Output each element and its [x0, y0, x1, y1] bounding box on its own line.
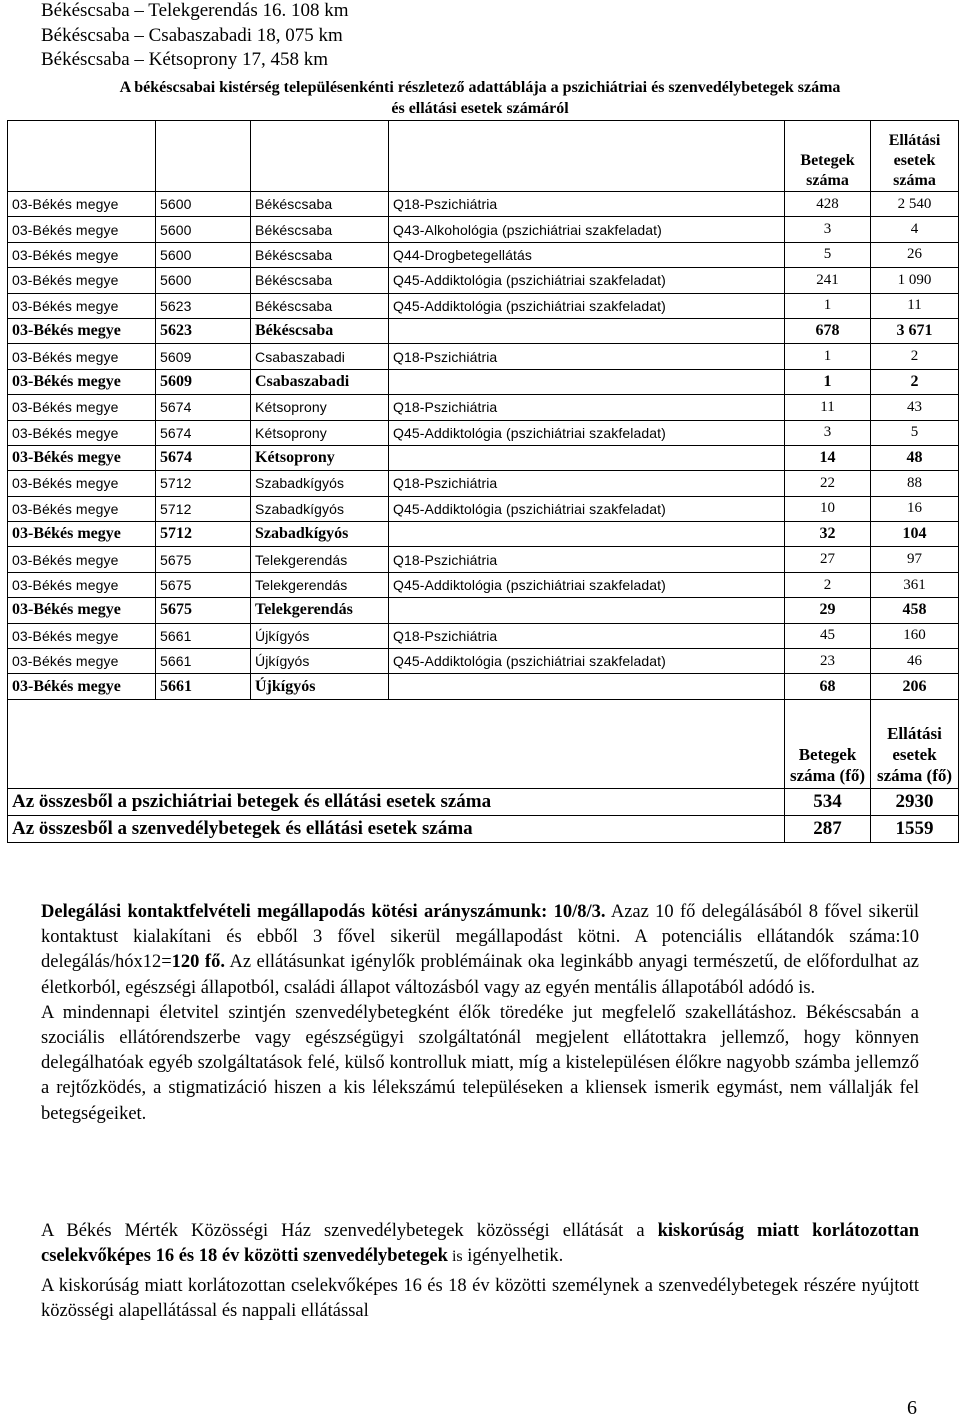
- cell-county: 03-Békés megye: [8, 344, 156, 369]
- cell-zip: 5600: [156, 192, 251, 217]
- cell-zip: 5661: [156, 649, 251, 674]
- cell-type: Q45-Addiktológia (pszichiátriai szakfeladat): [389, 496, 785, 521]
- cell-town: Békéscsaba: [251, 268, 389, 293]
- cell-town: Kétsoprony: [251, 420, 389, 445]
- cell-cases: 361: [871, 572, 959, 597]
- cell-patients: 2: [785, 572, 871, 597]
- cell-county: 03-Békés megye: [8, 242, 156, 267]
- cell-zip: 5675: [156, 572, 251, 597]
- table-title: A békéscsabai kistérség településenkénti részletező adattáblája a pszichiátriai és szenvedélybetegek száma: [119, 79, 841, 96]
- cell-zip: 5674: [156, 445, 251, 470]
- cell-patients: 1: [785, 344, 871, 369]
- cell-town: Telekgerendás: [251, 572, 389, 597]
- cell-town: Békéscsaba: [251, 242, 389, 267]
- cell-patients: 3: [785, 420, 871, 445]
- cell-town: Újkígyós: [251, 649, 389, 674]
- cell-patients: 428: [785, 192, 871, 217]
- cell-town: Csabaszabadi: [251, 369, 389, 394]
- summary-header-patients: Betegek száma (fő): [785, 699, 871, 788]
- cell-patients: 1: [785, 293, 871, 318]
- total-cases: 1559: [871, 815, 959, 842]
- cell-type: Q45-Addiktológia (pszichiátriai szakfeladat): [389, 649, 785, 674]
- cell-cases: 4: [871, 217, 959, 242]
- cell-type: [389, 522, 785, 547]
- cell-town: Újkígyós: [251, 674, 389, 699]
- table-row: [8, 242, 959, 267]
- cell-patients: 1: [785, 369, 871, 394]
- cell-cases: 2: [871, 344, 959, 369]
- table-row: [8, 217, 959, 242]
- cell-cases: 5: [871, 420, 959, 445]
- route-line-ketsoprony: Békéscsaba – Kétsoprony 17, 458 km: [41, 49, 329, 70]
- cell-patients: 11: [785, 395, 871, 420]
- cell-county: 03-Békés megye: [8, 471, 156, 496]
- total-label: Az összesből a szenvedélybetegek és ellátási esetek száma: [8, 815, 785, 842]
- cell-town: Szabadkígyós: [251, 471, 389, 496]
- cell-cases: 48: [871, 445, 959, 470]
- cell-county: 03-Békés megye: [8, 369, 156, 394]
- cell-zip: 5712: [156, 522, 251, 547]
- cell-type: Q43-Alkohológia (pszichiátriai szakfeladat): [389, 217, 785, 242]
- cell-cases: 2 540: [871, 192, 959, 217]
- cell-zip: 5661: [156, 674, 251, 699]
- cell-town: Kétsoprony: [251, 445, 389, 470]
- cell-cases: 43: [871, 395, 959, 420]
- cell-type: Q18-Pszichiátria: [389, 344, 785, 369]
- cell-town: Újkígyós: [251, 623, 389, 648]
- cell-zip: 5600: [156, 268, 251, 293]
- cell-zip: 5600: [156, 217, 251, 242]
- cell-cases: 46: [871, 649, 959, 674]
- cell-town: Telekgerendás: [251, 598, 389, 623]
- cell-county: 03-Békés megye: [8, 293, 156, 318]
- cell-zip: 5712: [156, 471, 251, 496]
- table-title-continued: és ellátási esetek számáról: [391, 100, 569, 117]
- cell-town: Kétsoprony: [251, 395, 389, 420]
- cell-town: Csabaszabadi: [251, 344, 389, 369]
- subtotal-row: [8, 369, 959, 394]
- table-row: [8, 623, 959, 648]
- cell-county: 03-Békés megye: [8, 395, 156, 420]
- cell-cases: 3 671: [871, 318, 959, 343]
- cell-cases: 1 090: [871, 268, 959, 293]
- cell-town: Szabadkígyós: [251, 496, 389, 521]
- cell-cases: 16: [871, 496, 959, 521]
- table-row: [8, 420, 959, 445]
- data-table: [7, 120, 959, 843]
- route-line-telekgerendas: Békéscsaba – Telekgerendás 16. 108 km: [41, 0, 349, 21]
- cell-patients: 3: [785, 217, 871, 242]
- subtotal-row: [8, 318, 959, 343]
- cell-type: [389, 318, 785, 343]
- table-row: [8, 344, 959, 369]
- cell-type: [389, 598, 785, 623]
- cell-patients: 5: [785, 242, 871, 267]
- cell-type: Q18-Pszichiátria: [389, 471, 785, 496]
- total-row: [8, 788, 959, 815]
- cell-cases: 458: [871, 598, 959, 623]
- cell-zip: 5609: [156, 369, 251, 394]
- subtotal-row: [8, 445, 959, 470]
- paragraph-delegation: Delegálási kontaktfelvételi megállapodás kötési arányszámunk: 10/8/3. Azaz 10 fő delegálásából 8 fővel sikerül kontaktust kialakítani és ebből 3 fővel sikerül megállapodást kötni. A potenciális ellátandók száma:10 delegálás/hóx12=120 fő. Az ellátásunkat igénylők problémáinak oka leginkább anyagi természetű, de előfordulhat az életkorból, egészségi állapotból, családi állapot változásból vagy az egyén mentális állapotából adódó is. A mindennapi életvitel szintjén szenvedélybetegként élők töredéke jut megfelelő szakellátáshoz. Békéscsabán a szociális ellátórendszerbe vagy egészségügyi szolgáltatónál megjelent ellátottakra jellemző, hogy könnyen delegálhatóak egyéb szolgáltatások felé, külső kontrolluk miatt, míg a kistelepülésen élőkre nagyobb számba jellemző a rejtőzködés, a stigmatizáció hiszen a kis lélekszámú településeken a kliensek ismerik egymást, nem vállalják fel betegségeiket.: [41, 902, 919, 1124]
- table-row: [8, 395, 959, 420]
- cell-patients: 68: [785, 674, 871, 699]
- cell-type: Q45-Addiktológia (pszichiátriai szakfeladat): [389, 420, 785, 445]
- paragraph-minors: A kiskorúság miatt korlátozottan cselekvőképes 16 és 18 év közötti személynek a szenvedélybetegek részére nyújtott közösségi alapellátással és nappali ellátással: [41, 1276, 919, 1322]
- delegation-ratio: Delegálási kontaktfelvételi megállapodás kötési arányszámunk: 10/8/3.: [41, 902, 606, 922]
- cell-zip: 5609: [156, 344, 251, 369]
- subtotal-row: [8, 674, 959, 699]
- cell-zip: 5675: [156, 547, 251, 572]
- cell-county: 03-Békés megye: [8, 420, 156, 445]
- paragraph-community-house: A Békés Mérték Közösségi Ház szenvedélybetegek közösségi ellátását a kiskorúság miatt korlátozottan cselekvőképes 16 és 18 év közötti szenvedélybetegek is igényelhetik.: [41, 1221, 919, 1267]
- cell-town: Békéscsaba: [251, 318, 389, 343]
- cell-cases: 104: [871, 522, 959, 547]
- cell-patients: 14: [785, 445, 871, 470]
- total-row: [8, 815, 959, 842]
- table-header-row: [8, 121, 959, 192]
- cell-zip: 5674: [156, 395, 251, 420]
- cell-zip: 5661: [156, 623, 251, 648]
- cell-patients: 45: [785, 623, 871, 648]
- cell-type: [389, 445, 785, 470]
- cell-type: [389, 674, 785, 699]
- cell-cases: 160: [871, 623, 959, 648]
- cell-patients: 22: [785, 471, 871, 496]
- cell-county: 03-Békés megye: [8, 547, 156, 572]
- cell-patients: 10: [785, 496, 871, 521]
- header-patients: Betegek száma: [785, 121, 871, 192]
- cell-county: 03-Békés megye: [8, 217, 156, 242]
- total-patients: 534: [785, 788, 871, 815]
- cell-type: Q45-Addiktológia (pszichiátriai szakfeladat): [389, 293, 785, 318]
- cell-zip: 5674: [156, 420, 251, 445]
- total-label: Az összesből a pszichiátriai betegek és ellátási esetek száma: [8, 788, 785, 815]
- cell-county: 03-Békés megye: [8, 445, 156, 470]
- cell-type: [389, 369, 785, 394]
- cell-cases: 206: [871, 674, 959, 699]
- header-cases: Ellátási esetek száma: [871, 121, 959, 192]
- total-patients: 287: [785, 815, 871, 842]
- cell-type: Q18-Pszichiátria: [389, 395, 785, 420]
- paragraph-everyday-life: A mindennapi életvitel szintjén szenvedélybetegként élők töredéke jut megfelelő szakellátáshoz. Békéscsabán a szociális ellátórendszerbe vagy egészségügyi szolgáltatónál megjelent ellátottakra jellemző, hogy könnyen delegálhatóak egyéb szolgáltatások felé, külső kontrolluk miatt, míg a kistelepülésen élőkre nagyobb számba jellemző a rejtőzködés, a stigmatizáció hiszen a kis lélekszámú településeken a kliensek ismerik egymást, nem vállalják fel betegségeiket.: [41, 1002, 919, 1124]
- cell-town: Békéscsaba: [251, 192, 389, 217]
- cell-cases: 11: [871, 293, 959, 318]
- table-row: [8, 268, 959, 293]
- cell-zip: 5600: [156, 242, 251, 267]
- cell-cases: 26: [871, 242, 959, 267]
- page-number: 6: [907, 1397, 917, 1419]
- cell-cases: 88: [871, 471, 959, 496]
- route-line-csabaszabadi: Békéscsaba – Csabaszabadi 18, 075 km: [41, 25, 343, 46]
- table-row: [8, 471, 959, 496]
- table-row: [8, 496, 959, 521]
- cell-zip: 5712: [156, 496, 251, 521]
- cell-patients: 27: [785, 547, 871, 572]
- subtotal-row: [8, 598, 959, 623]
- cell-zip: 5623: [156, 318, 251, 343]
- cell-town: Szabadkígyós: [251, 522, 389, 547]
- cell-type: Q18-Pszichiátria: [389, 623, 785, 648]
- cell-type: Q18-Pszichiátria: [389, 547, 785, 572]
- table-row: [8, 649, 959, 674]
- subtotal-row: [8, 522, 959, 547]
- cell-town: Békéscsaba: [251, 293, 389, 318]
- cell-county: 03-Békés megye: [8, 192, 156, 217]
- cell-patients: 32: [785, 522, 871, 547]
- cell-county: 03-Békés megye: [8, 268, 156, 293]
- cell-county: 03-Békés megye: [8, 598, 156, 623]
- cell-cases: 97: [871, 547, 959, 572]
- cell-county: 03-Békés megye: [8, 318, 156, 343]
- cell-county: 03-Békés megye: [8, 522, 156, 547]
- cell-patients: 678: [785, 318, 871, 343]
- cell-county: 03-Békés megye: [8, 623, 156, 648]
- cell-patients: 241: [785, 268, 871, 293]
- cell-zip: 5675: [156, 598, 251, 623]
- table-row: [8, 192, 959, 217]
- cell-type: Q45-Addiktológia (pszichiátriai szakfeladat): [389, 268, 785, 293]
- cell-zip: 5623: [156, 293, 251, 318]
- cell-cases: 2: [871, 369, 959, 394]
- cell-type: Q18-Pszichiátria: [389, 192, 785, 217]
- cell-patients: 23: [785, 649, 871, 674]
- table-row: [8, 572, 959, 597]
- cell-town: Békéscsaba: [251, 217, 389, 242]
- cell-type: Q45-Addiktológia (pszichiátriai szakfeladat): [389, 572, 785, 597]
- cell-type: Q44-Drogbetegellátás: [389, 242, 785, 267]
- summary-header-cases: Ellátási esetek száma (fő): [871, 699, 959, 788]
- cell-patients: 29: [785, 598, 871, 623]
- table-row: [8, 547, 959, 572]
- cell-county: 03-Békés megye: [8, 649, 156, 674]
- cell-county: 03-Békés megye: [8, 674, 156, 699]
- cell-town: Telekgerendás: [251, 547, 389, 572]
- potential-clients: 120 fő.: [171, 952, 225, 973]
- summary-header-row: [8, 699, 959, 788]
- table-row: [8, 293, 959, 318]
- total-cases: 2930: [871, 788, 959, 815]
- cell-county: 03-Békés megye: [8, 496, 156, 521]
- cell-county: 03-Békés megye: [8, 572, 156, 597]
